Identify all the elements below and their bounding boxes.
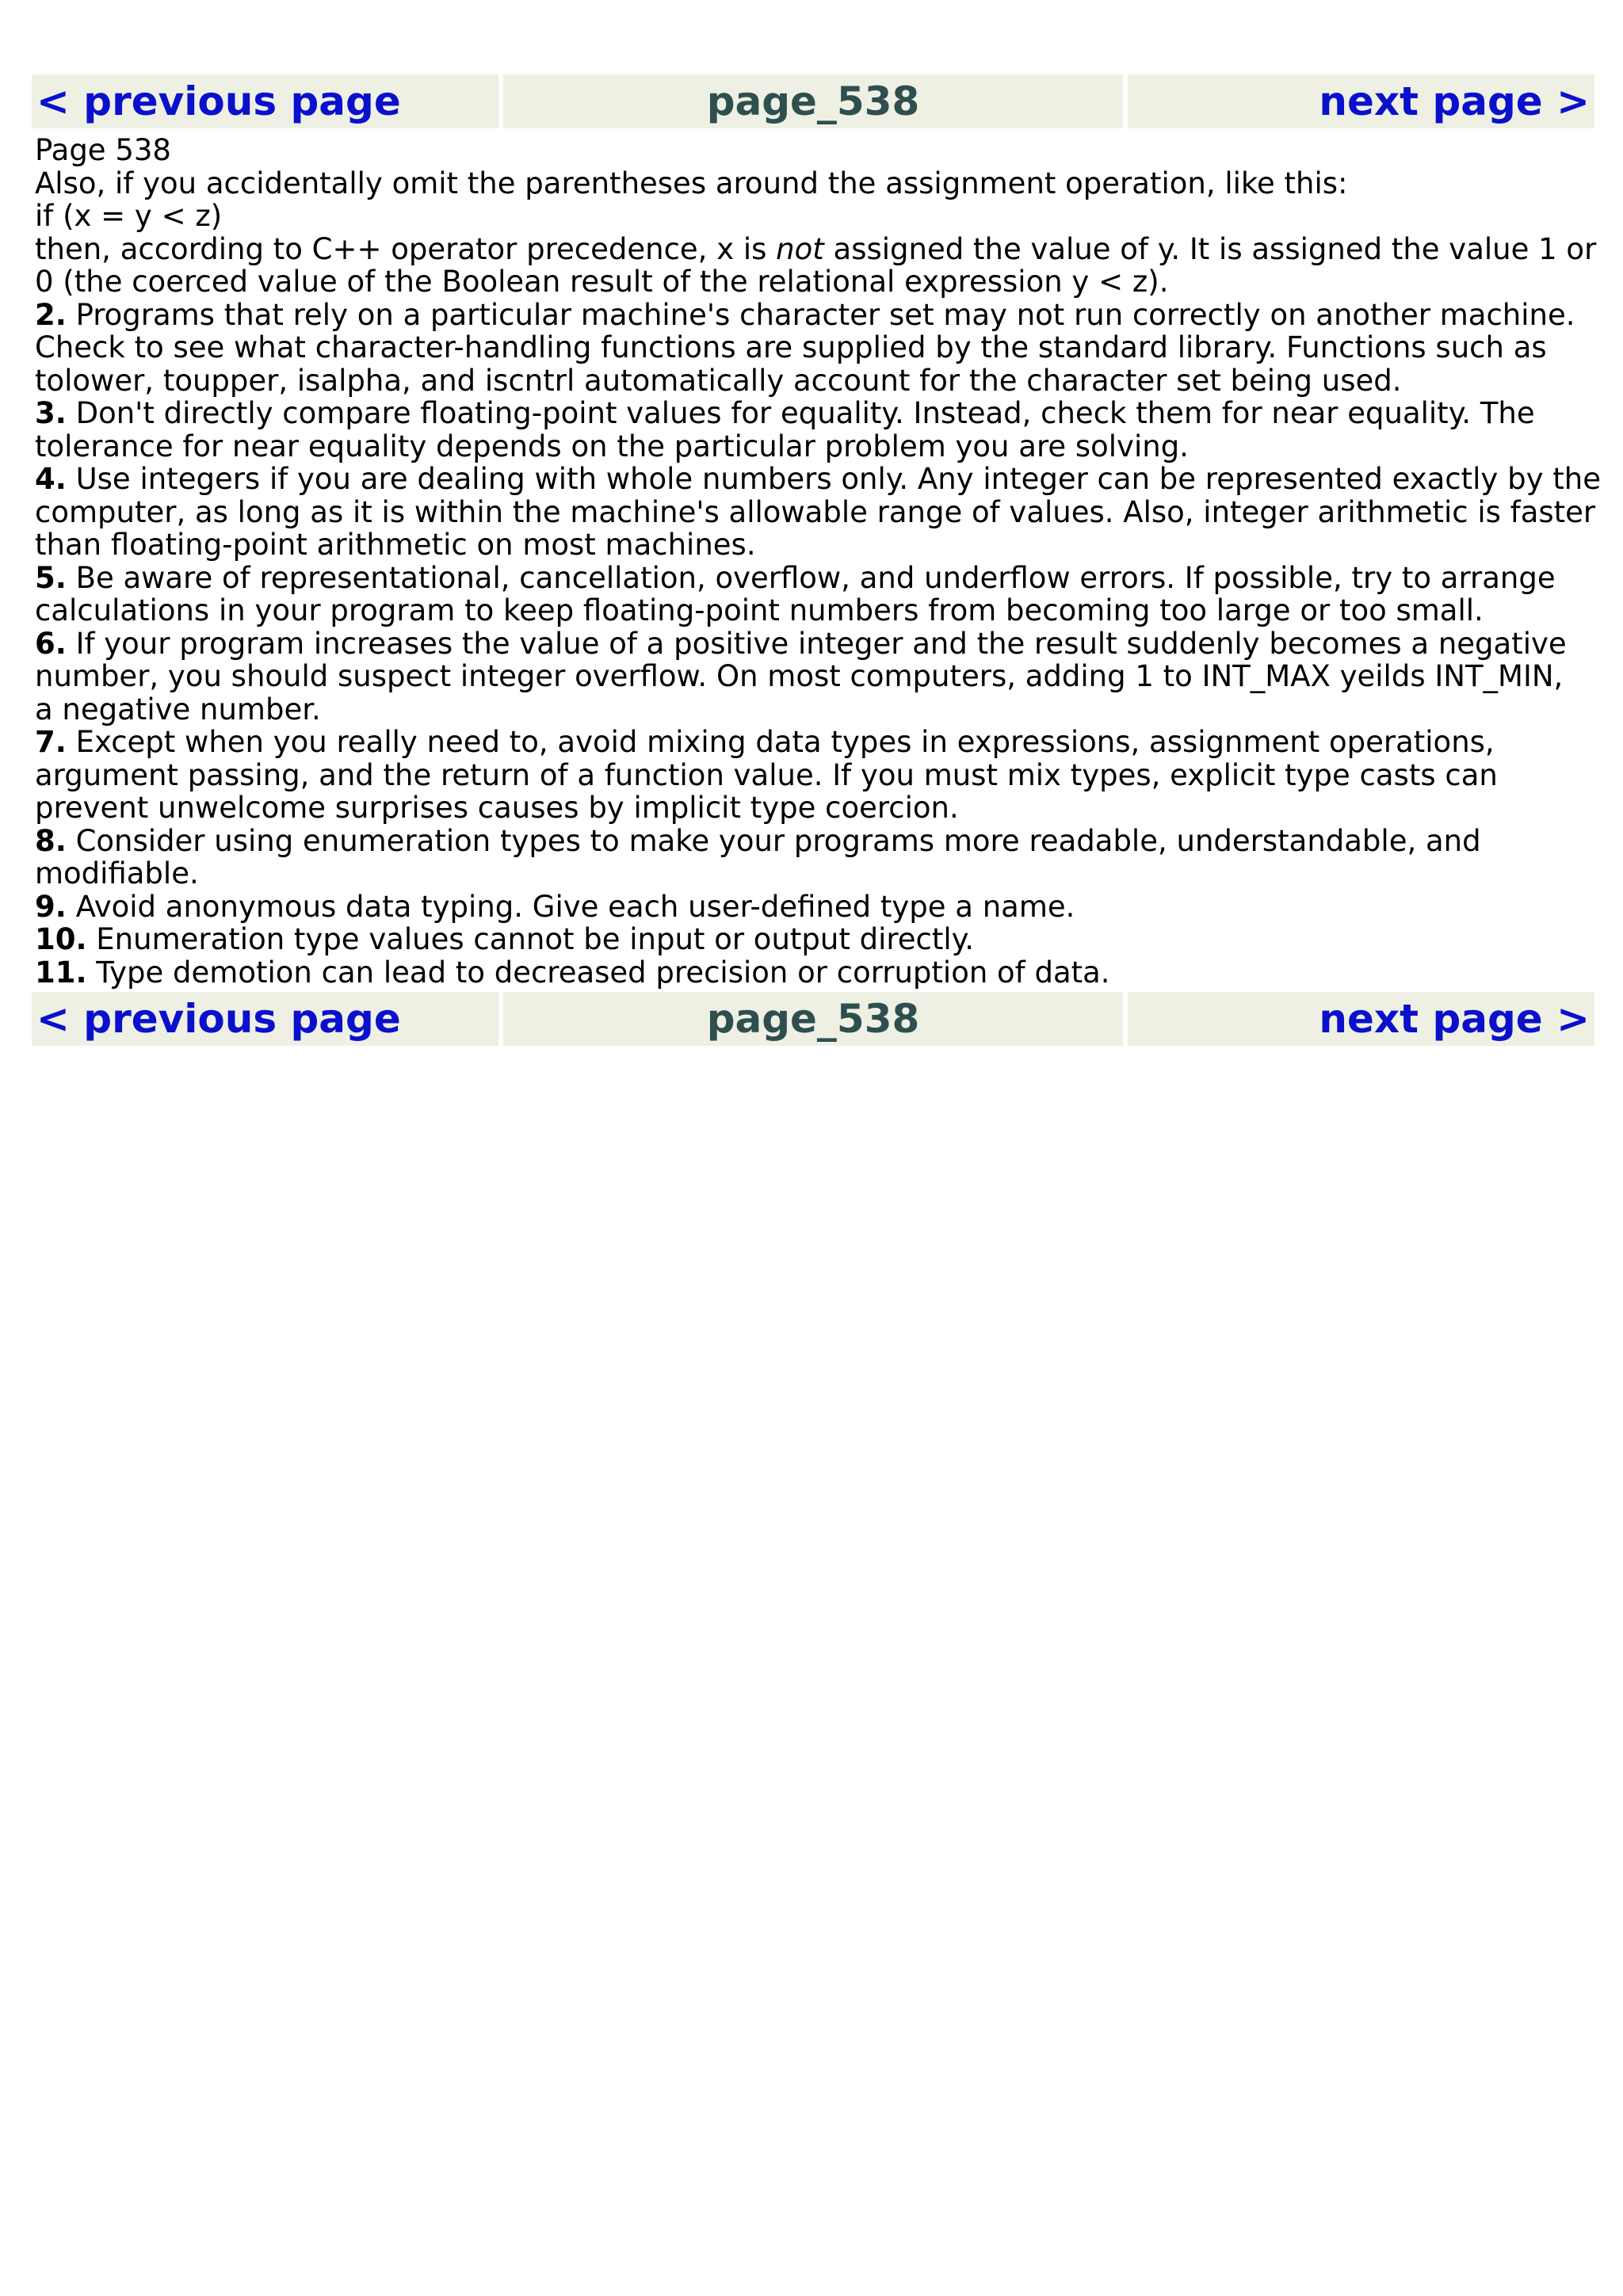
top-nav-bar [32, 74, 1594, 128]
top-nav-next-cell [1128, 74, 1594, 128]
bottom-nav-page-label: page_538 [503, 992, 1123, 1046]
tip-item-line [35, 299, 1594, 332]
tip-item-text: tolerance for near equality depends on the particular problem you are solving. [35, 429, 1189, 463]
then-line-2: 0 (the coerced value of the Boolean result of the relational expression y < z). [35, 265, 1169, 299]
tip-item-text: Avoid anonymous data typing. Give each user-defined type a name. [66, 889, 1075, 924]
tips-list [35, 297, 1601, 990]
then-line-1-post: assigned the value of y. It is assigned the value 1 or [823, 231, 1597, 266]
tip-item-line [35, 331, 1594, 364]
tip-item-number: 3. [35, 396, 67, 430]
tip-item-number: 8. [35, 823, 67, 858]
tip-item-text: Consider using enumeration types to make your programs more readable, understandable, and [66, 823, 1481, 858]
tip-item-line [35, 627, 1594, 661]
tip-item-number: 9. [35, 889, 67, 924]
previous-page-link[interactable]: < previous page [36, 78, 401, 124]
tip-item-line [35, 397, 1594, 430]
tip-item-line [35, 759, 1594, 792]
tip-item-text: Enumeration type values cannot be input or output directly. [86, 922, 975, 956]
tip-item-line [35, 726, 1594, 759]
page-heading: Page 538 [35, 133, 171, 167]
tip-item-text: modifiable. [35, 856, 199, 891]
bottom-nav-next-cell [1128, 992, 1594, 1046]
code-line: if (x = y < z) [35, 199, 223, 233]
tip-item-text: calculations in your program to keep floating-point numbers from becoming too large or too small. [35, 593, 1484, 627]
then-line-1-pre: then, according to C++ operator precedence, x is [35, 231, 777, 266]
tip-item-text: Check to see what character-handling functions are supplied by the standard library. Functions such as [35, 330, 1547, 364]
tip-item-line [35, 364, 1594, 398]
tip-item-text: Use integers if you are dealing with whole numbers only. Any integer can be represented exactly by the [66, 462, 1601, 496]
tip-item-line [35, 496, 1594, 529]
tip-item-number: 4. [35, 462, 67, 496]
tip-item-line [35, 693, 1594, 727]
tip-item-line [35, 956, 1594, 990]
tip-item-text: tolower, toupper, isalpha, and iscntrl automatically account for the character set being used. [35, 363, 1402, 398]
tip-item-text: Be aware of representational, cancellation, overflow, and underflow errors. If possible, try to arrange [66, 560, 1556, 595]
tip-item-line [35, 528, 1594, 562]
page-content [32, 128, 1601, 990]
tip-item-line [35, 594, 1594, 627]
tip-item-line [35, 857, 1594, 891]
next-page-link[interactable]: next page > [1319, 78, 1590, 124]
previous-page-link-bottom[interactable]: < previous page [36, 996, 401, 1042]
tip-item-number: 10. [35, 922, 87, 956]
top-nav-page-label: page_538 [503, 74, 1123, 128]
intro-line: Also, if you accidentally omit the parentheses around the assignment operation, like this: [35, 166, 1348, 200]
tip-item-line [35, 825, 1594, 858]
top-nav-prev-cell [32, 74, 498, 128]
tip-item-number: 5. [35, 560, 67, 595]
tip-item-text: If your program increases the value of a positive integer and the result suddenly becomes a negative [66, 626, 1567, 661]
tip-item-text: computer, as long as it is within the machine's allowable range of values. Also, integer arithmetic is faster [35, 494, 1596, 529]
tip-item-text: number, you should suspect integer overflow. On most computers, adding 1 to INT_MAX yeilds INT_MIN, [35, 659, 1564, 693]
tip-item-number: 2. [35, 297, 67, 332]
bottom-nav-bar [32, 992, 1594, 1046]
tip-item-line [35, 791, 1594, 825]
bottom-nav-prev-cell [32, 992, 498, 1046]
tip-item-number: 7. [35, 725, 67, 759]
tip-item-text: a negative number. [35, 692, 321, 727]
tip-item-line [35, 562, 1594, 595]
page-container [32, 74, 1601, 1046]
tip-item-line [35, 923, 1594, 956]
tip-item-text: Don't directly compare floating-point values for equality. Instead, check them for near equality. The [66, 396, 1535, 430]
then-line-1 [35, 231, 1597, 266]
tip-item-text: Type demotion can lead to decreased precision or corruption of data. [86, 955, 1110, 990]
tip-item-text: Programs that rely on a particular machine's character set may not run correctly on another machine. [66, 297, 1575, 332]
tip-item-line [35, 660, 1594, 693]
tip-item-line [35, 462, 1601, 496]
tip-item-number: 6. [35, 626, 67, 661]
tip-item-line [35, 430, 1594, 463]
tip-item-line [35, 891, 1594, 924]
tip-item-text: Except when you really need to, avoid mixing data types in expressions, assignment operations, [66, 725, 1495, 759]
tip-item-text: argument passing, and the return of a function value. If you must mix types, explicit type casts can [35, 757, 1498, 792]
next-page-link-bottom[interactable]: next page > [1319, 996, 1590, 1042]
tip-item-text: than floating-point arithmetic on most machines. [35, 528, 756, 562]
tip-item-number: 11. [35, 955, 87, 990]
tip-item-text: prevent unwelcome surprises causes by implicit type coercion. [35, 791, 959, 825]
emphasis-not: not [776, 231, 824, 266]
